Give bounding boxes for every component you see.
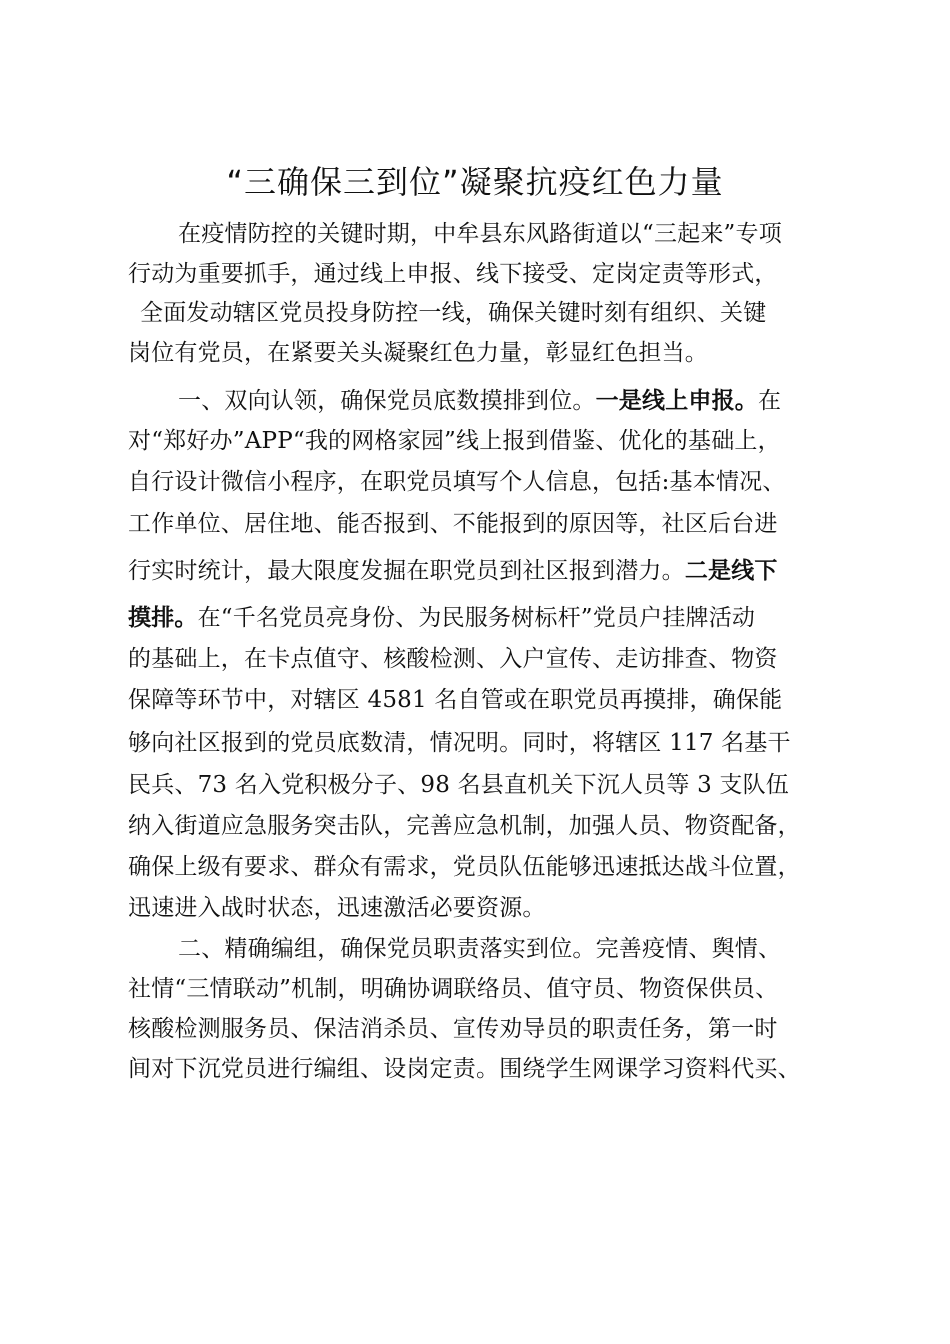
text-fragment: 在“千名党员亮身份、为民服务树标杆”党员户挂牌活动 [197,605,756,631]
paragraph-line: 够向社区报到的党员底数清，情况明。同时，将辖区 117 名基干 [128,730,791,756]
bold-subheading: 摸排。 [128,605,198,631]
text-fragment: 在 [758,388,782,414]
paragraph-line: 工作单位、居住地、能否报到、不能报到的原因等，社区后台进 [128,511,778,537]
paragraph-line: 的基础上，在卡点值守、核酸检测、入户宣传、走访排查、物资 [128,646,778,672]
text-fragment: 行实时统计，最大限度发掘在职党员到社区报到潜力。 [128,558,685,584]
paragraph-line: 民兵、73 名入党积极分子、98 名县直机关下沉人员等 3 支队伍 [128,772,790,798]
section-heading-line [178,385,781,417]
paragraph-line: 在疫情防控的关键时期，中牟县东风路街道以“三起来”专项 [178,221,782,247]
document-title: “三确保三到位”凝聚抗疫红色力量 [226,163,724,201]
bold-subheading: 一是线上申报。 [595,388,759,414]
paragraph-line: 自行设计微信小程序，在职党员填写个人信息，包括:基本情况、 [128,469,786,495]
paragraph-line: 迅速进入战时状态，迅速激活必要资源。 [128,895,546,921]
paragraph-line: 间对下沉党员进行编组、设岗定责。围绕学生网课学习资料代买、 [128,1056,801,1082]
paragraph-line: 全面发动辖区党员投身防控一线，确保关键时刻有组织、关键 [140,300,767,326]
paragraph-line [128,555,778,587]
paragraph-line: 纳入街道应急服务突击队，完善应急机制，加强人员、物资配备， [128,813,801,839]
paragraph-line: 保障等环节中，对辖区 4581 名自管或在职党员再摸排，确保能 [128,687,783,713]
section-heading-line: 二、精确编组，确保党员职责落实到位。完善疫情、舆情、 [178,936,782,962]
bold-subheading: 二是线下 [684,558,778,584]
paragraph-line: 行动为重要抓手，通过线上申报、线下接受、定岗定责等形式， [128,261,778,287]
paragraph-line: 核酸检测服务员、保洁消杀员、宣传劝导员的职责任务，第一时 [128,1016,778,1042]
paragraph-line: 对“郑好办”APP“我的网格家园”线上报到借鉴、优化的基础上， [128,428,781,454]
paragraph-line: 社情“三情联动”机制，明确协调联络员、值守员、物资保供员、 [128,976,779,1002]
section-heading: 一、双向认领，确保党员底数摸排到位。 [178,388,596,414]
paragraph-line: 岗位有党员，在紧要关头凝聚红色力量，彰显红色担当。 [128,340,708,366]
paragraph-line: 确保上级有要求、群众有需求，党员队伍能够迅速抵达战斗位置， [128,854,801,880]
paragraph-line [128,602,755,634]
